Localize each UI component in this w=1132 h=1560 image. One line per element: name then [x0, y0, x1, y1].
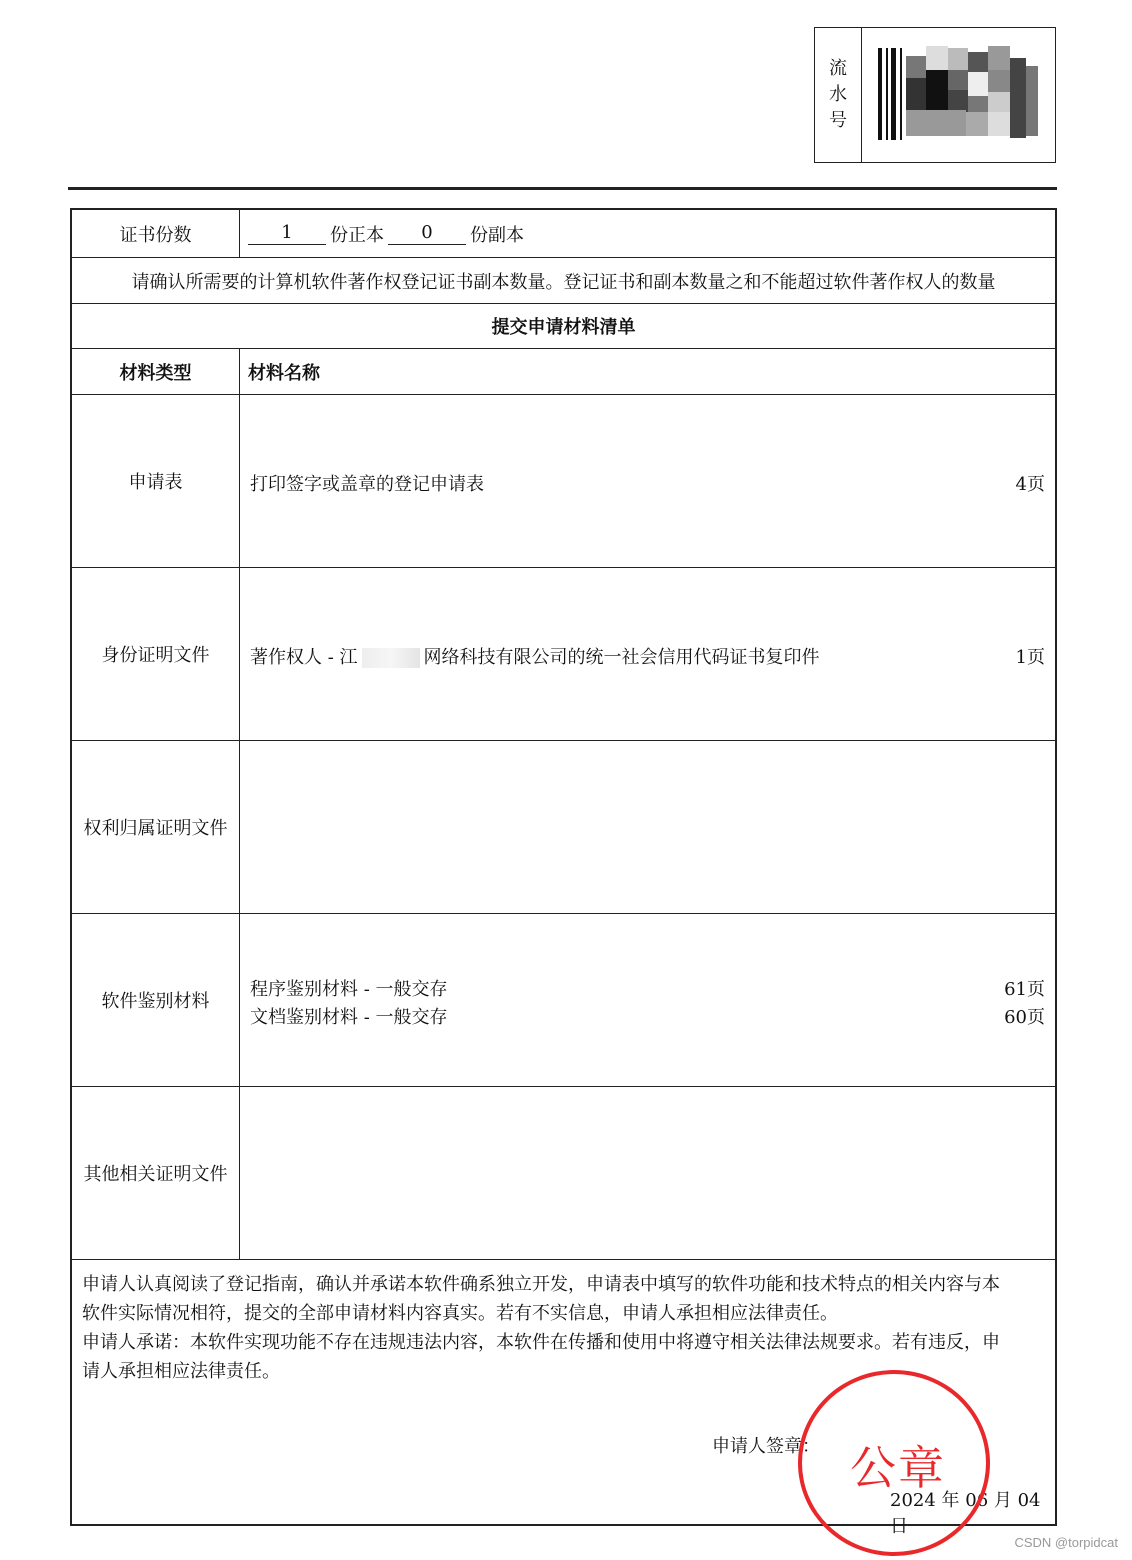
material-name: 文档鉴别材料 - 一般交存: [250, 1007, 448, 1028]
application-form: [70, 208, 1057, 1537]
copies-label: 证书份数: [72, 210, 240, 257]
material-name-prefix: 著作权人 - 江: [250, 647, 358, 668]
serial-label-char: 流: [829, 58, 847, 79]
header-row: [72, 349, 1055, 395]
material-pages: 1页: [1015, 647, 1045, 668]
duplicate-count: 0: [388, 222, 466, 245]
material-row-software: [72, 914, 1055, 1087]
material-item: [250, 1003, 1045, 1029]
serial-label-char: 水: [829, 84, 847, 105]
notice-text: 请确认所需要的计算机软件著作权登记证书副本数量。登记证书和副本数量之和不能超过软件著作权人的数量: [131, 271, 996, 293]
signature-label: 申请人签章：: [712, 1436, 820, 1457]
material-name-suffix: 网络科技有限公司的统一社会信用代码证书复印件: [423, 647, 820, 668]
list-title-row: [72, 304, 1055, 349]
watermark: CSDN @torpidcat: [1014, 1535, 1118, 1550]
header-type: 材料类型: [72, 349, 240, 394]
material-type: 软件鉴别材料: [72, 914, 240, 1086]
notice-row: [72, 258, 1055, 304]
original-count: 1: [248, 222, 326, 245]
material-type: 权利归属证明文件: [72, 741, 240, 913]
material-pages: 61页: [1004, 979, 1045, 1000]
serial-barcode-pixelated: [862, 28, 1055, 162]
serial-label-char: 号: [829, 110, 847, 131]
material-row-application: [72, 395, 1055, 568]
material-pages: 4页: [1015, 474, 1045, 495]
material-type: 其他相关证明文件: [72, 1087, 240, 1259]
original-unit: 份正本: [330, 224, 384, 246]
material-item: [250, 470, 1045, 496]
declaration-line: 申请人认真阅读了登记指南，确认并承诺本软件确系独立开发，申请表中填写的软件功能和技术特点的相关内容与本: [82, 1274, 1000, 1295]
header-rule: [68, 187, 1057, 190]
material-pages: 60页: [1004, 1007, 1045, 1028]
duplicate-unit: 份副本: [470, 224, 524, 246]
seal-text: 公章: [850, 1441, 946, 1495]
material-item: [250, 975, 1045, 1001]
serial-number-box: [814, 27, 1056, 163]
material-row-other: [72, 1087, 1055, 1260]
header-name: 材料名称: [248, 362, 320, 384]
material-item: [250, 643, 1045, 669]
material-type: 身份证明文件: [72, 568, 240, 740]
copies-row: [72, 210, 1055, 258]
material-row-ownership: [72, 741, 1055, 914]
material-name: 打印签字或盖章的登记申请表: [250, 474, 484, 495]
material-row-identity: [72, 568, 1055, 741]
declaration-line: 软件实际情况相符，提交的全部申请材料内容真实。若有不实信息，申请人承担相应法律责任。: [82, 1303, 838, 1324]
serial-label: [815, 28, 862, 162]
material-name: 程序鉴别材料 - 一般交存: [250, 979, 448, 1000]
sign-date: 2024 年 06 月 04 日: [890, 1490, 1041, 1537]
redacted-name: [362, 648, 420, 668]
material-type: 申请表: [72, 395, 240, 567]
declaration-text: [82, 1270, 1039, 1386]
declaration-line: 请人承担相应法律责任。: [82, 1361, 280, 1382]
list-title: 提交申请材料清单: [491, 317, 636, 338]
declaration-line: 申请人承诺：本软件实现功能不存在违规违法内容，本软件在传播和使用中将遵守相关法律法规要求。若有违反，申: [82, 1332, 1000, 1353]
